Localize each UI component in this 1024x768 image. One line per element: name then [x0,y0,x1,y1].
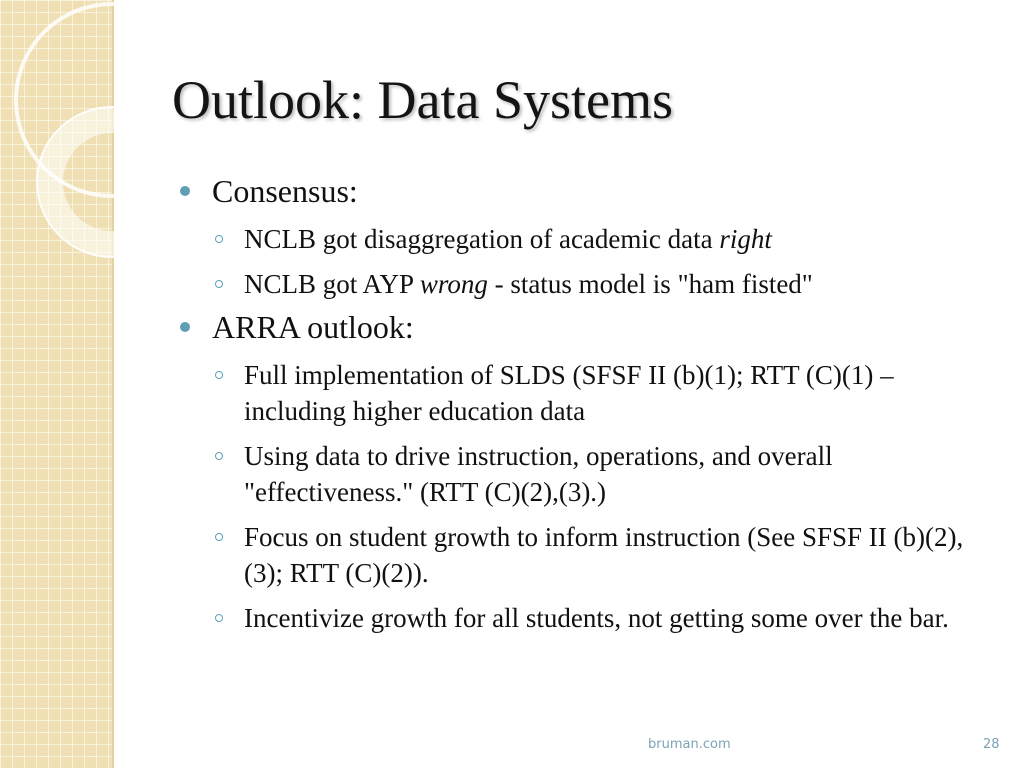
bullet-arra-outlook [180,306,1000,348]
sub-bullet [180,519,1000,591]
bullet-ring-icon [215,533,223,541]
sub-bullet-text: Full implementation of SLDS (SFSF II (b)(1); RTT (C)(1) – including higher education data [244,360,894,426]
emphasis-text: wrong [419,269,488,299]
emphasis-text: right [719,224,772,254]
bullet-ring-icon [215,235,223,243]
bullet-text: Consensus: [212,173,358,209]
bullet-ring-icon [215,452,223,460]
sub-bullet [180,357,1000,429]
sub-bullet-text-tail: - status model is "ham fisted" [487,269,813,299]
sub-bullet-text: NCLB got AYP [244,269,420,299]
sub-bullet [180,438,1000,510]
bullet-text: ARRA outlook: [212,309,414,345]
sub-bullet-text: Incentivize growth for all students, not getting some over the bar. [244,603,949,633]
footer-site: bruman.com [648,737,731,752]
sub-bullet [180,600,1000,636]
slide-body [180,166,1000,636]
sub-bullet [180,221,1000,257]
page-number: 28 [983,737,1000,752]
sub-bullet [180,266,1000,302]
sub-bullet-text: Using data to drive instruction, operations, and overall "effectiveness." (RTT (C)(2),(3).) [244,441,833,507]
sub-bullet-text: NCLB got disaggregation of academic data [244,224,720,254]
bullet-ring-icon [215,280,223,288]
bullet-dot-icon [180,186,190,196]
bullet-dot-icon [180,322,190,332]
slide-title: Outlook: Data Systems [172,70,673,130]
bullet-ring-icon [215,614,223,622]
sub-bullet-text: Focus on student growth to inform instruction (See SFSF II (b)(2),(3); RTT (C)(2)). [244,522,964,588]
bullet-ring-icon [215,371,223,379]
bullet-consensus [180,170,1000,212]
